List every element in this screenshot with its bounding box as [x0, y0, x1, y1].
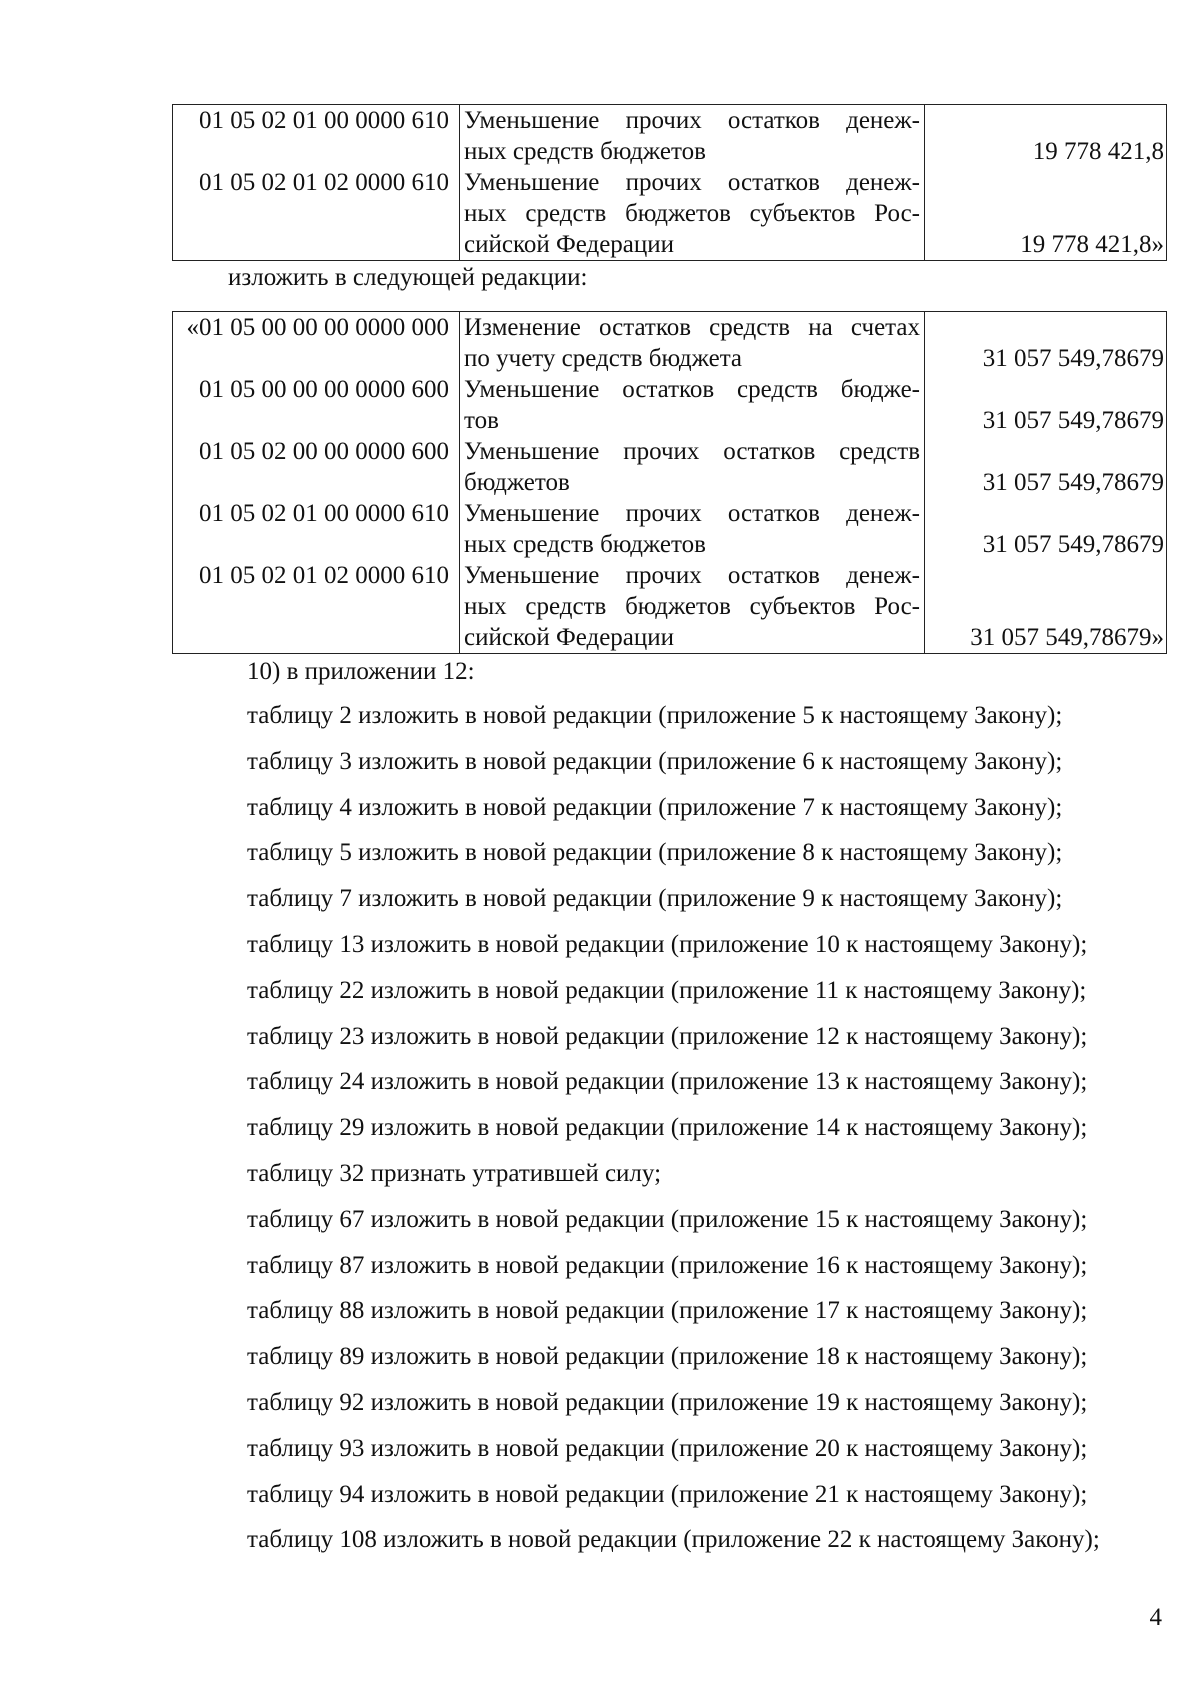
- spacer: [925, 560, 1166, 591]
- spacer: [173, 622, 459, 653]
- description-line: сийской Федерации: [464, 231, 675, 258]
- spacer: [173, 405, 459, 436]
- description-line: Уменьшение прочих остатков денеж-: [464, 562, 920, 589]
- budget-code: 01 05 00 00 00 0000 600: [199, 376, 449, 403]
- amount-value: 19 778 421,8: [1032, 138, 1164, 165]
- intro-text: изложить в следующей редакции:: [228, 264, 588, 291]
- list-item: таблицу 7 изложить в новой редакции (приложение 9 к настоящему Закону);: [247, 885, 1063, 913]
- table-row: [173, 312, 1167, 654]
- budget-table-new: [172, 311, 1167, 654]
- list-item: таблицу 22 изложить в новой редакции (приложение 11 к настоящему Закону);: [247, 976, 1087, 1004]
- description-line: сийской Федерации: [464, 624, 675, 651]
- description-line: бюджетов: [464, 469, 570, 496]
- list-item: таблицу 2 изложить в новой редакции (приложение 5 к настоящему Закону);: [247, 702, 1063, 729]
- amendment-list: [247, 700, 1100, 1570]
- budget-code: 01 05 02 01 02 0000 610: [199, 562, 449, 589]
- description-line: Изменение остатков средств на счетах: [464, 314, 920, 341]
- list-item: таблицу 88 изложить в новой редакции (приложение 17 к настоящему Закону);: [247, 1297, 1088, 1325]
- budget-code: «01 05 00 00 00 0000 000: [186, 314, 449, 341]
- budget-code: 01 05 02 01 02 0000 610: [199, 169, 449, 196]
- section-heading: 10) в приложении 12:: [247, 658, 475, 685]
- list-item: таблицу 93 изложить в новой редакции (приложение 20 к настоящему Закону);: [247, 1434, 1088, 1462]
- descriptions-column: [460, 105, 925, 261]
- spacer: [173, 229, 459, 260]
- amounts-column: [925, 105, 1167, 261]
- spacer: [925, 374, 1166, 405]
- spacer: [173, 198, 459, 229]
- amount-value: 31 057 549,78679: [982, 469, 1164, 496]
- amounts-column: [925, 312, 1167, 654]
- spacer: [925, 105, 1166, 136]
- spacer: [925, 167, 1166, 198]
- spacer: [925, 436, 1166, 467]
- description-line: ных средств бюджетов: [464, 138, 706, 165]
- description-line: по учету средств бюджета: [464, 345, 743, 372]
- codes-column: [173, 312, 460, 654]
- list-item: таблицу 108 изложить в новой редакции (приложение 22 к настоящему Закону);: [247, 1526, 1100, 1554]
- descriptions-column: [460, 312, 925, 654]
- list-item: таблицу 67 изложить в новой редакции (приложение 15 к настоящему Закону);: [247, 1205, 1088, 1233]
- description-line: Уменьшение прочих остатков денеж-: [464, 107, 920, 134]
- spacer: [925, 498, 1166, 529]
- description-line: Уменьшение прочих остатков денеж-: [464, 500, 920, 527]
- list-item: таблицу 3 изложить в новой редакции (приложение 6 к настоящему Закону);: [247, 747, 1063, 775]
- description-line: Уменьшение прочих остатков денеж-: [464, 169, 920, 196]
- amount-value: 19 778 421,8»: [1020, 231, 1164, 258]
- list-item: таблицу 92 изложить в новой редакции (приложение 19 к настоящему Закону);: [247, 1388, 1088, 1416]
- amount-value: 31 057 549,78679: [982, 345, 1164, 372]
- budget-code: 01 05 02 00 00 0000 600: [199, 438, 449, 465]
- list-item: таблицу 32 признать утратившей силу;: [247, 1159, 662, 1187]
- spacer: [925, 198, 1166, 229]
- amount-value: 31 057 549,78679: [982, 407, 1164, 434]
- spacer: [925, 312, 1166, 343]
- list-item: таблицу 13 изложить в новой редакции (приложение 10 к настоящему Закону);: [247, 930, 1088, 958]
- list-item: таблицу 89 изложить в новой редакции (приложение 18 к настоящему Закону);: [247, 1343, 1088, 1371]
- list-item: таблицу 5 изложить в новой редакции (приложение 8 к настоящему Закону);: [247, 839, 1063, 867]
- page-number: 4: [1149, 1604, 1162, 1631]
- list-item: таблицу 87 изложить в новой редакции (приложение 16 к настоящему Закону);: [247, 1251, 1088, 1279]
- spacer: [173, 591, 459, 622]
- spacer: [173, 136, 459, 167]
- amount-value: 31 057 549,78679»: [970, 624, 1164, 651]
- list-item: таблицу 29 изложить в новой редакции (приложение 14 к настоящему Закону);: [247, 1114, 1088, 1142]
- budget-code: 01 05 02 01 00 0000 610: [199, 107, 449, 134]
- description-line: Уменьшение остатков средств бюдже-: [464, 376, 920, 403]
- description-line: тов: [464, 407, 499, 434]
- budget-table-old: [172, 104, 1167, 261]
- description-line: ных средств бюджетов субъектов Рос-: [464, 200, 920, 227]
- spacer: [173, 343, 459, 374]
- description-line: ных средств бюджетов субъектов Рос-: [464, 593, 920, 620]
- list-item: таблицу 94 изложить в новой редакции (приложение 21 к настоящему Закону);: [247, 1480, 1088, 1508]
- budget-code: 01 05 02 01 00 0000 610: [199, 500, 449, 527]
- spacer: [925, 591, 1166, 622]
- table-row: [173, 105, 1167, 261]
- spacer: [173, 529, 459, 560]
- codes-column: [173, 105, 460, 261]
- list-item: таблицу 23 изложить в новой редакции (приложение 12 к настоящему Закону);: [247, 1022, 1088, 1050]
- list-item: таблицу 24 изложить в новой редакции (приложение 13 к настоящему Закону);: [247, 1068, 1088, 1096]
- spacer: [173, 467, 459, 498]
- amount-value: 31 057 549,78679: [982, 531, 1164, 558]
- description-line: Уменьшение прочих остатков средств: [464, 438, 920, 465]
- list-item: таблицу 4 изложить в новой редакции (приложение 7 к настоящему Закону);: [247, 793, 1063, 821]
- description-line: ных средств бюджетов: [464, 531, 706, 558]
